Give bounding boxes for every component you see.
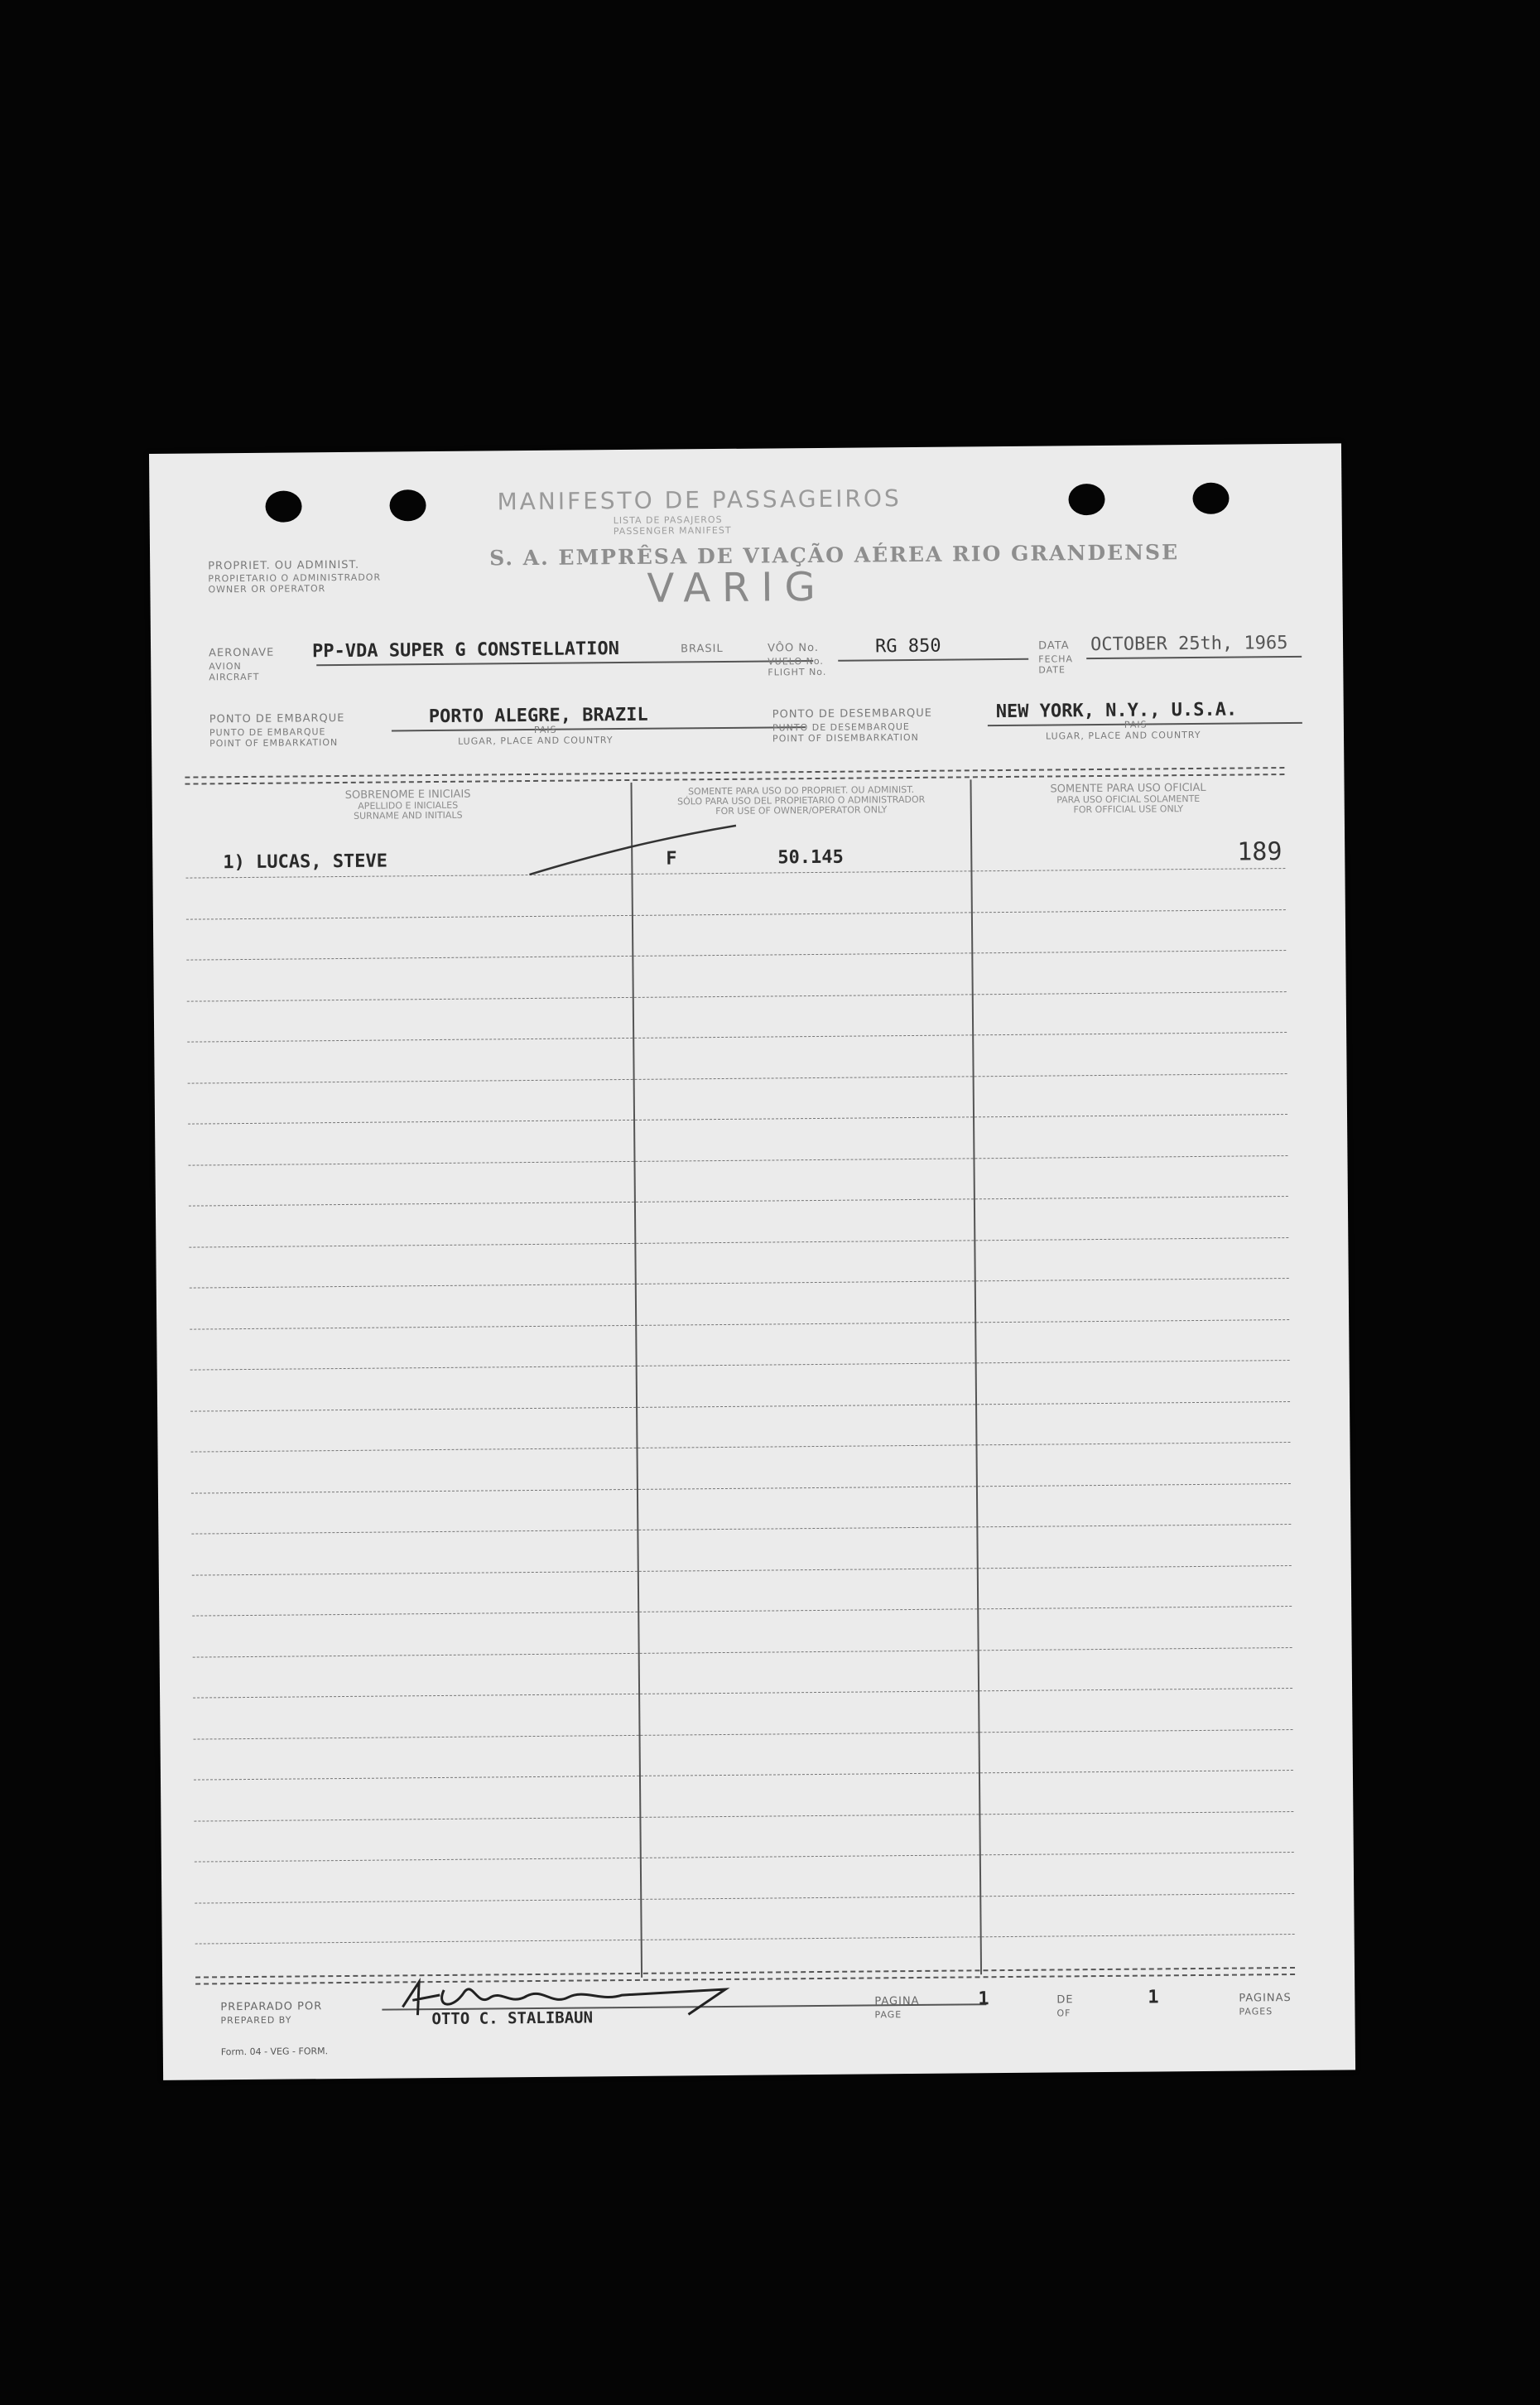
column-divider-1	[630, 783, 642, 1978]
table-row-line	[188, 1114, 1287, 1125]
flight-value: RG 850	[874, 635, 941, 658]
form-subtitle-en: PASSENGER MANIFEST	[613, 524, 732, 537]
table-row-line	[188, 1073, 1287, 1084]
column-header-1: SOBRENOME E INICIAIS APELLIDO E INICIALES SURNAME AND INITIALS	[344, 788, 471, 822]
disembark-label-es: PUNTO DE DESEMBARQUE	[772, 721, 910, 734]
disembark-label-en: POINT OF DISEMBARKATION	[772, 731, 919, 745]
disembark-label-pt: PONTO DE DESEMBARQUE	[772, 706, 933, 721]
passenger-table	[185, 767, 1295, 1982]
table-row-line	[191, 1524, 1291, 1535]
table-row-line	[195, 1852, 1294, 1863]
table-row-line	[187, 1032, 1287, 1043]
of-label-en: OF	[1056, 2007, 1071, 2019]
pages-label-en: PAGES	[1239, 2006, 1273, 2017]
table-row-line	[194, 1810, 1293, 1821]
pen-stroke-mark	[525, 822, 741, 881]
owner-label-pt: PROPRIET. OU ADMINIST.	[208, 558, 360, 573]
column-divider-2	[970, 779, 982, 1974]
disembark-place-en: LUGAR, PLACE AND COUNTRY	[1045, 729, 1201, 742]
table-row-line	[188, 1155, 1287, 1166]
table-row-line	[190, 1319, 1289, 1330]
owner-label-en: OWNER OR OPERATOR	[208, 583, 326, 595]
table-row-line	[186, 950, 1286, 961]
form-code: Form. 04 - VEG - FORM.	[220, 2046, 329, 2058]
punch-hole-3	[1068, 484, 1104, 515]
page-label-en: PAGE	[874, 2009, 902, 2021]
embark-place-pt: PAIS	[533, 724, 557, 735]
embark-underline	[392, 726, 806, 731]
date-label-pt: DATA	[1038, 639, 1070, 653]
preparer-name: OTTO C. STALIBAUN	[431, 2008, 594, 2029]
table-row-line	[189, 1196, 1288, 1207]
embark-label-es: PUNTO DE EMBARQUE	[209, 726, 326, 739]
table-row-line	[190, 1278, 1289, 1289]
punch-hole-1	[265, 490, 301, 522]
table-bottom-rule	[195, 1967, 1295, 1985]
passenger-code: F	[666, 848, 677, 870]
punch-hole-4	[1192, 483, 1229, 514]
table-row-line	[194, 1770, 1293, 1781]
flight-underline	[838, 658, 1028, 662]
passenger-name: 1) LUCAS, STEVE	[223, 851, 388, 874]
embark-label-pt: PONTO DE EMBARQUE	[209, 711, 345, 726]
aircraft-value: PP-VDA SUPER G CONSTELLATION	[311, 639, 620, 663]
table-row-line	[190, 1360, 1290, 1371]
table-row-line	[195, 1934, 1295, 1945]
table-row-line	[192, 1606, 1292, 1617]
table-row-line	[194, 1729, 1293, 1740]
column-header-3: SOMENTE PARA USO OFICIAL PARA USO OFICIAL SOLAMENTE FOR OFFICIAL USE ONLY	[1050, 781, 1206, 816]
date-underline	[1086, 656, 1302, 659]
embark-label-en: POINT OF EMBARKATION	[209, 737, 339, 749]
pages-label-pt: PAGINAS	[1239, 1992, 1292, 2005]
embark-place-en: LUGAR, PLACE AND COUNTRY	[457, 735, 614, 747]
table-row-line	[190, 1401, 1290, 1412]
form-title: MANIFESTO DE PASSAGEIROS	[497, 484, 902, 516]
of-label-pt: DE	[1056, 1993, 1074, 2007]
passenger-official-number: 189	[1237, 837, 1283, 867]
aircraft-label-es: AVION	[209, 661, 242, 672]
prepared-label-pt: PREPARADO POR	[220, 2000, 323, 2014]
form-subtitle-es: LISTA DE PASAJEROS	[613, 513, 723, 527]
table-row-line	[193, 1647, 1292, 1658]
table-row-line	[187, 991, 1287, 1002]
disembark-value: NEW YORK, N.Y., U.S.A.	[995, 699, 1238, 723]
embark-value: PORTO ALEGRE, BRAZIL	[428, 704, 648, 728]
page-label-pt: PAGINA	[874, 1994, 920, 2008]
company-name: S. A. EMPRÊSA DE VIAÇÃO AÉREA RIO GRANDENSE	[488, 540, 1180, 571]
table-row-line	[191, 1483, 1291, 1494]
disembark-place-pt: PAIS	[1124, 719, 1148, 730]
of-value: 1	[1148, 1987, 1159, 2008]
aircraft-label-en: AIRCRAFT	[209, 671, 260, 683]
flight-label-es: VUELO No.	[768, 655, 824, 668]
table-row-line	[191, 1442, 1291, 1453]
manifest-sheet	[149, 443, 1355, 2080]
column-header-2: SOMENTE PARA USO DO PROPRIET. OU ADMINIST. SÓLO PARA USO DEL PROPIETARIO O ADMINISTRADOR FOR USE OF OWNER/OPERATOR ONLY	[677, 783, 926, 817]
flight-label-pt: VÔO No.	[768, 641, 819, 655]
passenger-number: 50.145	[777, 846, 844, 869]
prepared-label-en: PREPARED BY	[220, 2014, 292, 2027]
page-value: 1	[978, 1988, 989, 2010]
aircraft-label-pt: AERONAVE	[209, 646, 275, 660]
table-row-line	[193, 1688, 1292, 1699]
table-row-line	[186, 909, 1286, 920]
owner-label-es: PROPIETARIO O ADMINISTRADOR	[208, 571, 382, 585]
date-label-en: DATE	[1038, 664, 1066, 676]
date-label-es: FECHA	[1038, 653, 1074, 665]
table-row-line	[189, 1237, 1288, 1248]
date-value: OCTOBER 25th, 1965	[1090, 633, 1288, 656]
table-row-line	[192, 1565, 1292, 1576]
table-row-line	[195, 1892, 1294, 1903]
nationality-label: BRASIL	[681, 642, 724, 656]
brand-name: VARIG	[647, 563, 827, 612]
punch-hole-2	[389, 489, 426, 521]
flight-label-en: FLIGHT No.	[768, 666, 827, 678]
